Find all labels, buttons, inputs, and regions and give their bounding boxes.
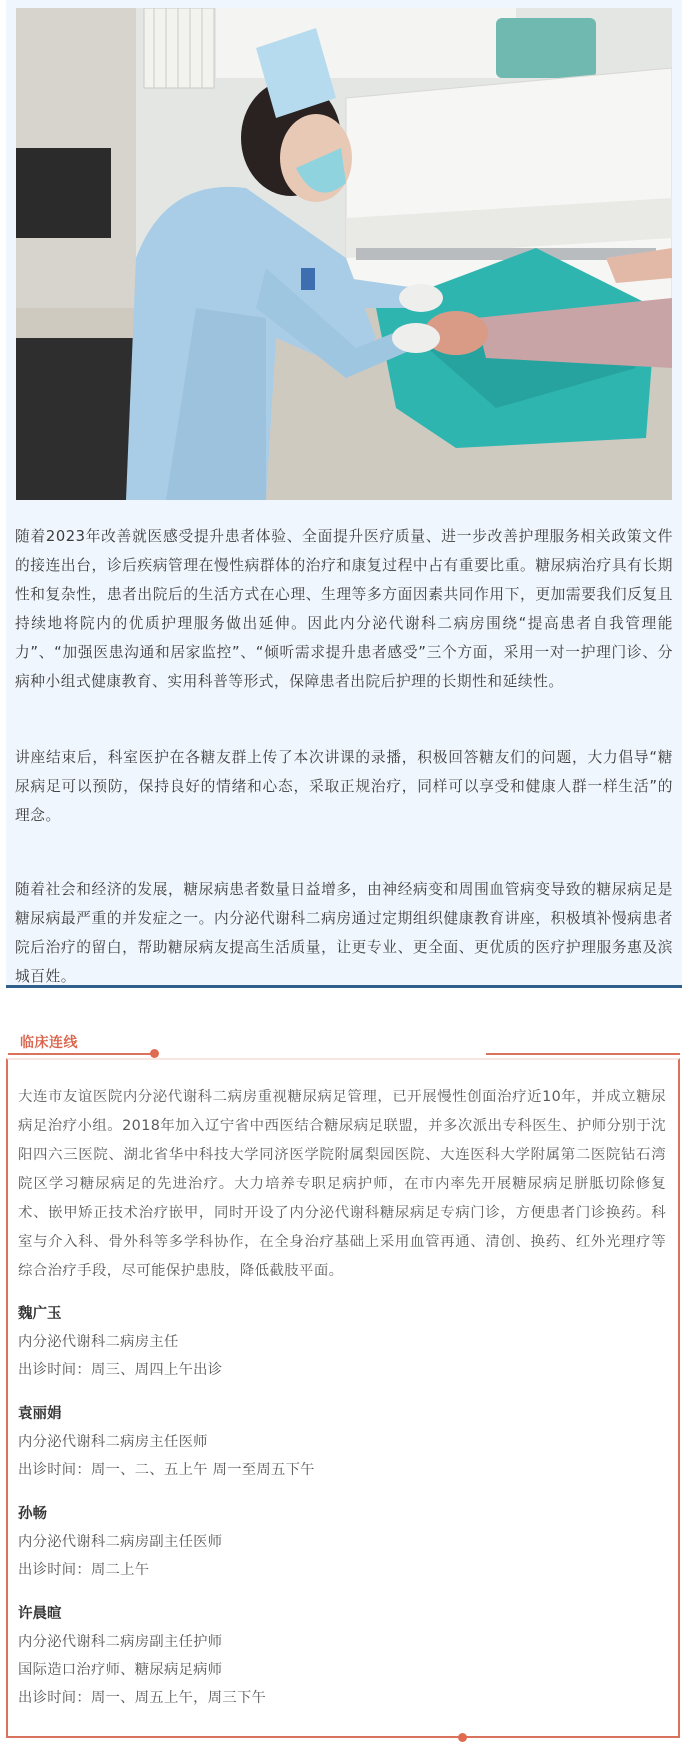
doctor-title: 内分泌代谢科二病房副主任护师 — [18, 1634, 223, 1650]
doctor-title: 内分泌代谢科二病房主任医师 — [18, 1434, 208, 1450]
intro-paragraph-3: 随着社会和经济的发展，糖尿病患者数量日益增多，由神经病变和周围血管病变导致的糖尿病足是糖尿病最严重的并发症之一。内分泌代谢科二病房通过定期组织健康教育讲座，积极填补慢病患者院后治疗的留白，帮助糖尿病友提高生活质量，让更专业、更全面、更优质的医疗护理服务惠及滨城百姓。 — [15, 881, 673, 985]
doctor-entry — [18, 1500, 666, 1584]
doctor-name: 魏广玉 — [18, 1306, 62, 1322]
doctor-entry — [18, 1300, 666, 1384]
nurse-photo — [16, 8, 672, 500]
intro-paragraph-1: 随着2023年改善就医感受提升患者体验、全面提升医疗质量、进一步改善护理服务相关政策文件的接连出台，诊后疾病管理在慢性病群体的治疗和康复过程中占有重要比重。糖尿病治疗具有长期性和复杂性，患者出院后的生活方式在心理、生理等多方面因素共同作用下，更加需要我们反复且持续地将院内的优质护理服务做出延伸。因此内分泌代谢科二病房围绕“提高患者自我管理能力”、“加强医患沟通和居家监控”、“倾听需求提升患者感受”三个方面，采用一对一护理门诊、分病种小组式健康教育、实用科普等形式，保障患者出院后护理的长期性和延续性。 — [15, 528, 673, 690]
doctor-schedule: 出诊时间：周一、周五上午，周三下午 — [18, 1690, 267, 1706]
doctor-name: 袁丽娟 — [18, 1406, 62, 1422]
doctor-schedule: 出诊时间：周一、二、五上午 周一至周五下午 — [18, 1462, 315, 1478]
doctor-entry — [18, 1400, 666, 1484]
decor-dot — [458, 1733, 467, 1742]
section-title: 临床连线 — [20, 1035, 78, 1051]
decor-line — [486, 1053, 680, 1055]
doctor-schedule: 出诊时间：周二上午 — [18, 1562, 150, 1578]
doctor-title: 内分泌代谢科二病房主任 — [18, 1334, 179, 1350]
doctor-name: 许晨暄 — [18, 1606, 62, 1622]
decor-line — [8, 1053, 154, 1055]
intro-card — [6, 0, 682, 988]
doctor-name: 孙畅 — [18, 1506, 47, 1522]
doctor-certification: 国际造口治疗师、糖尿病足病师 — [18, 1662, 223, 1678]
intro-paragraph-2: 讲座结束后，科室医护在各糖友群上传了本次讲课的录播，积极回答糖友们的问题，大力倡导“糖尿病足可以预防，保持良好的情绪和心态，采取正规治疗，同样可以享受和健康人群一样生活”的理念。 — [15, 749, 673, 824]
doctor-entry — [18, 1600, 666, 1712]
doctor-schedule: 出诊时间：周三、周四上午出诊 — [18, 1362, 223, 1378]
doctor-title: 内分泌代谢科二病房副主任医师 — [18, 1534, 223, 1550]
decor-dot — [150, 1049, 159, 1058]
clinical-intro: 大连市友谊医院内分泌代谢科二病房重视糖尿病足管理，已开展慢性创面治疗近10年，并成立糖尿病足治疗小组。2018年加入辽宁省中西医结合糖尿病足联盟，并多次派出专科医生、护师分别于沈阳四六三医院、湖北省华中科技大学同济医学院附属梨园医院、大连医科大学附属第二医院钻石湾院区学习糖尿病足的先进治疗。大力培养专职足病护师，在市内率先开展糖尿病足胼胝切除修复术、嵌甲矫正技术治疗嵌甲，同时开设了内分泌代谢科糖尿病足专病门诊，方便患者门诊换药。科室与介入科、骨外科等多学科协作，在全身治疗基础上采用血管再通、清创、换药、红外光理疗等综合治疗手段，尽可能保护患肢，降低截肢平面。 — [18, 1089, 666, 1279]
